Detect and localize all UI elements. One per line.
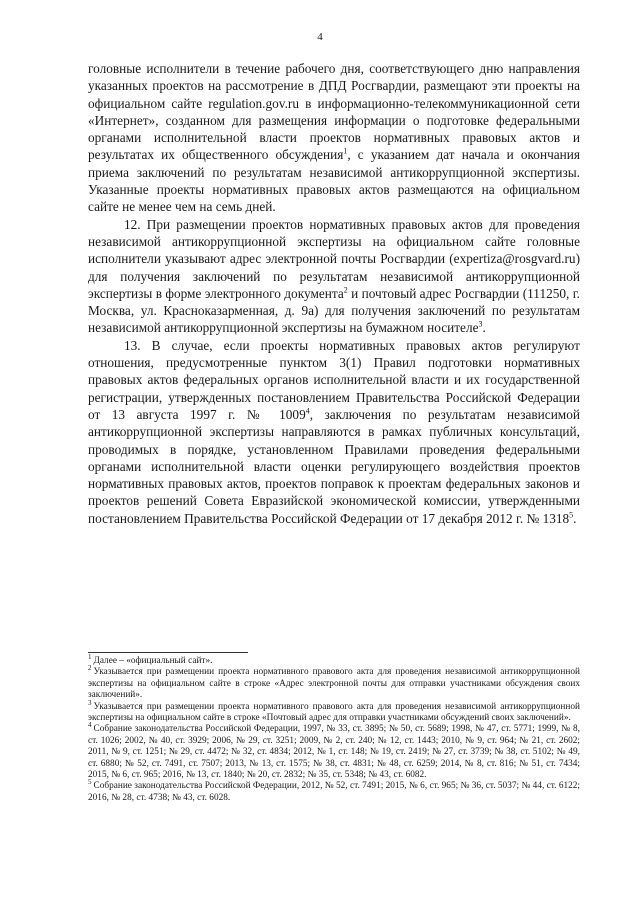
- footnote-text: Указывается при размещении проекта нормативного правового акта для проведения независимой антикоррупционной экспертизы на официальном сайте в строке «Почтовый адрес для отправки участниками обсуждений своих заключений».: [88, 701, 580, 724]
- paragraph-1: [88, 60, 580, 216]
- footnote-mark: 1: [88, 652, 92, 661]
- footnote-2: [88, 664, 580, 701]
- body-text: [88, 60, 580, 527]
- footnotes: [88, 652, 580, 804]
- footnote-text: Указывается при размещении проекта нормативного правового акта для проведения независимой антикоррупционной экспертизы на официальном сайте в строке «Адрес электронной почты для отправки участниками обсуждения своих заключений».: [88, 667, 580, 701]
- footnote-ref-2: 2: [343, 285, 348, 295]
- paragraph-13-text: 13. В случае, если проекты нормативных правовых актов регулируют отношения, предусмотренные пунктом 3(1) Правил подготовки нормативных правовых актов федеральных органов исполнительной власти и их государственной регистрации, утвержденных постановлением Правительства Российской Федерации от 13 августа 1997 г. № 1009: [88, 337, 580, 422]
- paragraph-13-text-end: .: [573, 510, 577, 526]
- footnote-ref-4: 4: [305, 406, 310, 416]
- paragraph-12-text-end: .: [482, 320, 486, 336]
- footnote-mark: 4: [88, 721, 92, 730]
- footnote-text: Далее – «официальный сайт».: [93, 656, 213, 666]
- footnote-3: [88, 698, 580, 725]
- footnote-4: [88, 721, 580, 781]
- footnote-ref-5: 5: [569, 510, 574, 520]
- paragraph-13-text-mid: , заключения по результатам независимой антикоррупционной экспертизы направляются в рамках публичных консультаций, проводимых в порядке, установленном Правилами проведения федеральными органами исполнительной власти оценки регулирующего воздействия проектов нормативных правовых актов, проектов поправок к проектам федеральных законов и проектов решений Совета Евразийской экономической комиссии, утвержденными постановлением Правительства Российской Федерации от 17 декабря 2012 г. № 1318: [88, 406, 580, 526]
- footnote-mark: 5: [88, 778, 92, 787]
- footnote-text: Собрание законодательства Российской Федерации, 2012, № 52, ст. 7491; 2015, № 6, ст. 965; № 36, ст. 5037; № 44, ст. 6122; 2016, № 28, ст. 4738; № 43, ст. 6028.: [88, 781, 580, 803]
- page-number: 4: [317, 31, 323, 43]
- footnote-separator: [88, 652, 248, 653]
- paragraph-12-text-mid: и почтовый адрес Росгвардии (111250, г. Москва, ул. Красноказарменная, д. 9а) для получения заключений по результатам независимой антикоррупционной экспертизы на бумажном носителе: [88, 285, 581, 336]
- paragraph-1-text: головные исполнители в течение рабочего дня, соответствующего дню направления указанных проектов на рассмотрение в ДПД Росгвардии, размещают эти проекты на официальном сайте regulation.gov.ru в информационно-телекоммуникационной сети «Интернет», созданном для размещения информации о подготовке федеральными органами исполнительной власти проектов нормативных правовых актов и результатах их общественного обсуждения: [88, 61, 580, 163]
- footnote-ref-1: 1: [343, 147, 348, 157]
- paragraph-12-text: 12. При размещении проектов нормативных правовых актов для проведения независимой антикоррупционной экспертизы на официальном сайте головные исполнители указывают адрес электронной почты Росгвардии (expertiza@rosgvard.ru) для получения заключений по результатам независимой антикоррупционной экспертизы в форме электронного документа: [88, 216, 580, 301]
- paragraph-1-text-end: , с указанием дат начала и окончания приема заключений по результатам независимой антикоррупционной экспертизы. Указанные проекты нормативных правовых актов размещаются на официальном сайте не менее чем на семь дней.: [88, 147, 581, 215]
- paragraph-13: [88, 337, 580, 527]
- footnote-text: Собрание законодательства Российской Федерации, 1997, № 33, ст. 3895; № 50, ст. 5689; 1998, № 47, ст. 5771; 1999, № 8, ст. 1026; 2002, № 40, ст. 3929; 2006, № 29, ст. 3251; 2009, № 2, ст. 240; № 12, ст. 1443; 2010, № 9, ст. 964; № 21, ст. 2602; 2011, № 9, ст. 1251; № 29, ст. 4472; № 32, ст. 4834; 2012, № 1, ст. 148; № 19, ст. 2419; № 27, ст. 3739; № 38, ст. 5102; № 49, ст. 6880; № 52, ст. 7491, ст. 7507; 2013, № 13, ст. 1575; № 38, ст. 4831; № 48, ст. 6259; 2014, № 8, ст. 816; № 51, ст. 7434; 2015, № 6, ст. 965; 2016, № 13, ст. 1840; № 20, ст. 2832; № 35, ст. 5348; № 43, ст. 6082.: [88, 724, 580, 781]
- footnote-5: [88, 778, 580, 804]
- paragraph-12: [88, 216, 580, 337]
- footnote-mark: 2: [88, 664, 92, 673]
- footnote-mark: 3: [88, 698, 92, 707]
- footnote-1: [88, 652, 580, 667]
- footnote-ref-3: 3: [478, 320, 483, 330]
